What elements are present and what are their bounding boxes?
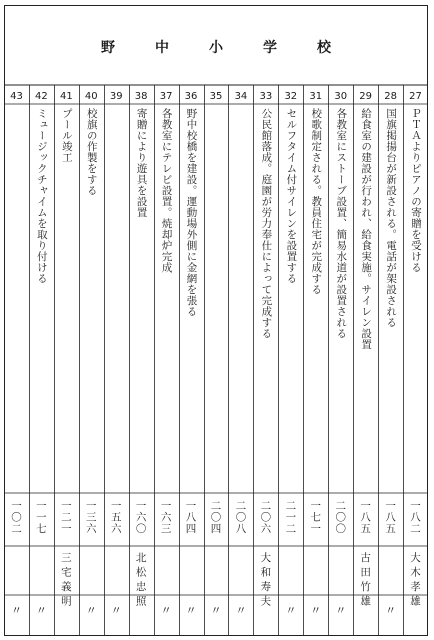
column-number: 32 — [284, 91, 298, 102]
table-column — [204, 5, 229, 636]
table-column — [54, 5, 79, 636]
table-column — [179, 5, 204, 636]
title-char: 野 — [101, 40, 115, 56]
student-count: 一五六 — [109, 500, 122, 535]
ditto-mark: 〃 — [185, 604, 197, 617]
table-column — [353, 5, 378, 636]
ditto-mark: 〃 — [85, 604, 97, 617]
event-text: 寄贈により遊具を設置 — [135, 108, 148, 218]
student-count: 一八五 — [384, 500, 397, 535]
student-count: 二〇四 — [209, 500, 222, 535]
column-number: 29 — [359, 91, 372, 102]
column-number: 38 — [134, 91, 148, 102]
principal-name: 大木孝雄 — [409, 552, 422, 610]
table-column — [79, 5, 104, 636]
principal-name: 北松忠照 — [134, 552, 147, 610]
table-column — [328, 5, 353, 636]
student-count: 一六〇 — [134, 500, 147, 535]
event-text: ミュージックチャイムを取り付ける — [35, 108, 48, 284]
school-history-table — [4, 5, 428, 636]
title-char: 校 — [317, 40, 331, 56]
column-number: 27 — [409, 91, 422, 102]
event-text: 国旗掲揚台が新設される。電話が架設される — [385, 108, 398, 328]
student-count: 一八四 — [184, 500, 197, 535]
ditto-mark: 〃 — [385, 604, 397, 617]
student-count: 一〇二 — [9, 500, 22, 535]
event-text: 野中校橋を建設。運動場外側に金網を張る — [185, 108, 198, 317]
principal-name: 古田竹雄 — [359, 552, 372, 610]
title-char: 学 — [263, 40, 277, 56]
ditto-mark: 〃 — [285, 604, 297, 617]
ditto-mark: 〃 — [10, 604, 22, 617]
ditto-mark: 〃 — [210, 604, 222, 617]
column-number: 31 — [309, 91, 323, 102]
ditto-mark: 〃 — [335, 604, 347, 617]
event-text: セルフタイム付サイレンを設置する — [285, 108, 298, 284]
student-count: 一一七 — [34, 500, 47, 535]
title-char: 中 — [155, 40, 169, 56]
column-number: 35 — [209, 91, 223, 102]
student-count: 二〇八 — [234, 500, 247, 535]
ditto-mark: 〃 — [235, 604, 247, 617]
student-count: 二〇〇 — [334, 500, 347, 535]
table-column — [154, 5, 179, 636]
column-number: 37 — [159, 91, 173, 102]
student-count: 一八二 — [409, 500, 422, 535]
ditto-mark: 〃 — [160, 604, 172, 617]
table-column — [378, 5, 403, 636]
event-text: 各教室にテレビ設置。焼却炉完成 — [160, 108, 173, 273]
event-text: 各教室にストーブ設置、簡易水道が設置される — [335, 108, 348, 339]
ditto-mark: 〃 — [110, 604, 122, 617]
table-column — [29, 5, 54, 636]
student-count: 二一二 — [284, 500, 297, 535]
event-text: 校歌制定される。教員住宅が完成する — [310, 108, 323, 295]
table-column — [403, 5, 428, 636]
student-count: 一二一 — [59, 500, 72, 535]
column-number: 33 — [259, 91, 273, 102]
table-column — [4, 5, 29, 636]
event-text: 校旗の作製をする — [85, 108, 98, 196]
student-count: 一六三 — [159, 500, 172, 535]
event-text: 給食室の建設が行われ、給食実施。サイレン設置 — [360, 108, 373, 350]
column-number: 30 — [334, 91, 348, 102]
principal-name: 三宅義明 — [59, 552, 72, 610]
ditto-mark: 〃 — [310, 604, 322, 617]
column-number: 40 — [84, 91, 98, 102]
student-count: 一三六 — [84, 500, 97, 535]
student-count: 二〇六 — [259, 500, 272, 535]
event-text: プール竣工 — [60, 108, 73, 163]
column-number: 28 — [384, 91, 397, 102]
ditto-mark: 〃 — [35, 604, 47, 617]
table-column — [129, 5, 154, 636]
column-number: 39 — [109, 91, 123, 102]
column-number: 41 — [59, 91, 73, 102]
table-column — [104, 5, 129, 636]
table-column — [303, 5, 328, 636]
student-count: 一八五 — [359, 500, 372, 535]
table-column — [278, 5, 303, 636]
column-number: 36 — [184, 91, 198, 102]
student-count: 一七一 — [309, 500, 322, 535]
event-text: ＰＴＡよりピアノの寄贈を受ける — [410, 108, 423, 273]
column-number: 34 — [234, 91, 248, 102]
table-column — [253, 5, 278, 636]
title-char: 小 — [209, 40, 223, 56]
column-number: 42 — [35, 91, 48, 102]
table-column — [228, 5, 253, 636]
column-number: 43 — [10, 91, 23, 102]
event-text: 公民館落成。庭園が労力奉仕によって完成する — [260, 108, 273, 339]
principal-name: 大和寿夫 — [259, 552, 272, 610]
